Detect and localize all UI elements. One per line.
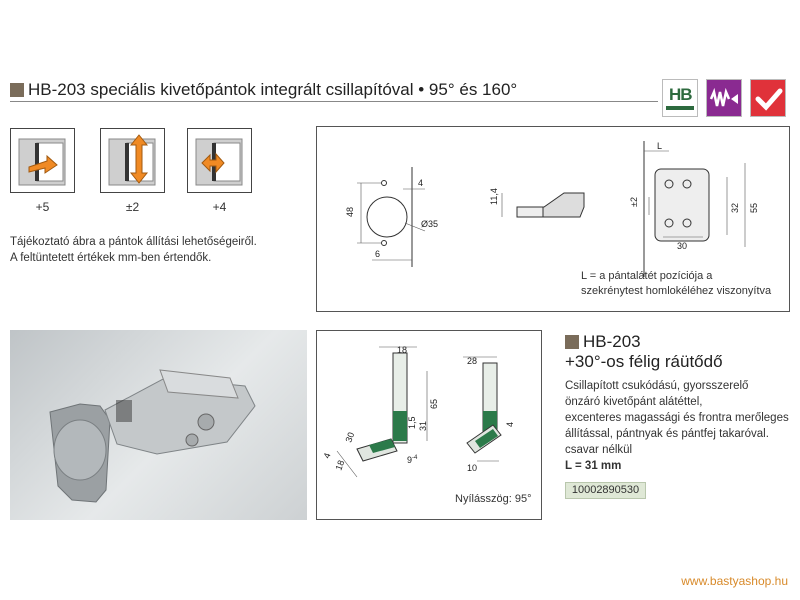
adjust-note-line2: A feltüntetett értékek mm-ben értendők. bbox=[10, 252, 212, 264]
dim-9-main: 9 bbox=[407, 455, 413, 465]
product-description bbox=[565, 378, 795, 474]
product-title: HB-203 bbox=[583, 332, 641, 351]
product-title-row bbox=[565, 332, 795, 352]
hinge-side-profile bbox=[489, 188, 584, 217]
technical-drawing-bottom bbox=[316, 330, 542, 520]
dim-18-left: 18 bbox=[333, 458, 347, 472]
plate-legend-line1: L = a pántalátét pozíciója a bbox=[581, 270, 713, 282]
adjust-label-depth: +5 bbox=[35, 200, 50, 214]
dim-10: 10 bbox=[467, 463, 478, 473]
product-photo bbox=[10, 330, 307, 520]
adjust-note-line1: Tájékoztató ábra a pántok állítási lehetőségeiről. bbox=[10, 236, 257, 248]
dim-30: 30 bbox=[677, 241, 688, 251]
product-spec: L = 31 mm bbox=[565, 460, 622, 472]
technical-drawing-top bbox=[316, 126, 790, 312]
dim-9 bbox=[407, 455, 418, 465]
desc-line-2: önzáró kivetőpánt alátéttel, bbox=[565, 396, 703, 408]
dim-4-left: 4 bbox=[321, 451, 333, 460]
dim-55: 55 bbox=[749, 202, 759, 213]
dim-L: L bbox=[657, 141, 663, 151]
dim-4: 4 bbox=[418, 178, 424, 188]
title-square-icon bbox=[10, 83, 24, 97]
dim-d35: Ø35 bbox=[421, 219, 439, 229]
desc-line-1: Csillapított csukódású, gyorsszerelő bbox=[565, 380, 749, 392]
hb-badge-text: HB bbox=[669, 85, 692, 104]
dim-65: 65 bbox=[429, 398, 439, 409]
dim-4-right: 4 bbox=[505, 421, 515, 427]
title-divider bbox=[10, 101, 658, 102]
desc-line-3: excenteres magassági és frontra merőleges bbox=[565, 412, 789, 424]
dim-28: 28 bbox=[467, 356, 478, 366]
page-title: HB-203 speciális kivetőpántok integrált csillapítóval • 95° és 160° bbox=[28, 80, 518, 99]
adjust-note bbox=[10, 234, 257, 266]
product-code: 10002890530 bbox=[565, 482, 646, 499]
plate-legend bbox=[581, 269, 771, 299]
section-drawing-left bbox=[321, 345, 439, 477]
adjust-thumb-depth bbox=[10, 128, 75, 193]
product-info bbox=[565, 332, 795, 474]
mounting-plate-drawing bbox=[629, 141, 759, 277]
adjust-label-side: +4 bbox=[212, 200, 227, 214]
opening-angle: Nyílásszög: 95° bbox=[455, 493, 532, 505]
desc-line-5: csavar nélkül bbox=[565, 444, 633, 456]
dim-32: 32 bbox=[730, 202, 740, 213]
plate-legend-line2: szekrénytest homlokéléhez viszonyítva bbox=[581, 285, 772, 297]
dim-18: 18 bbox=[397, 345, 408, 355]
dim-30-angle: 30 bbox=[343, 430, 357, 444]
cup-boring-drawing bbox=[345, 167, 438, 267]
adjust-thumb-height bbox=[100, 128, 165, 193]
checkmark-icon bbox=[750, 79, 786, 117]
dim-6: 6 bbox=[375, 249, 381, 259]
product-square-icon bbox=[565, 335, 579, 349]
dim-31: 31 bbox=[418, 420, 428, 431]
dim-9-sup: -4 bbox=[412, 455, 418, 461]
desc-line-4: állítással, pántnyak és pántfej takaróval. bbox=[565, 428, 769, 440]
dim-48: 48 bbox=[345, 206, 355, 217]
section-drawing-right bbox=[463, 356, 515, 473]
adjust-label-height: ±2 bbox=[125, 200, 140, 214]
dim-1-5: 1,5 bbox=[407, 416, 417, 429]
product-subtitle: +30°-os félig ráütődő bbox=[565, 352, 723, 371]
adjust-thumb-side bbox=[187, 128, 252, 193]
soft-close-icon bbox=[706, 79, 742, 117]
dim-11-4: 11,4 bbox=[489, 188, 499, 205]
hb-badge-icon bbox=[662, 79, 698, 117]
shop-url-link[interactable]: www.bastyashop.hu bbox=[681, 574, 788, 588]
dim-pm2: ±2 bbox=[629, 197, 639, 207]
hb-badge-stripe bbox=[666, 106, 694, 110]
